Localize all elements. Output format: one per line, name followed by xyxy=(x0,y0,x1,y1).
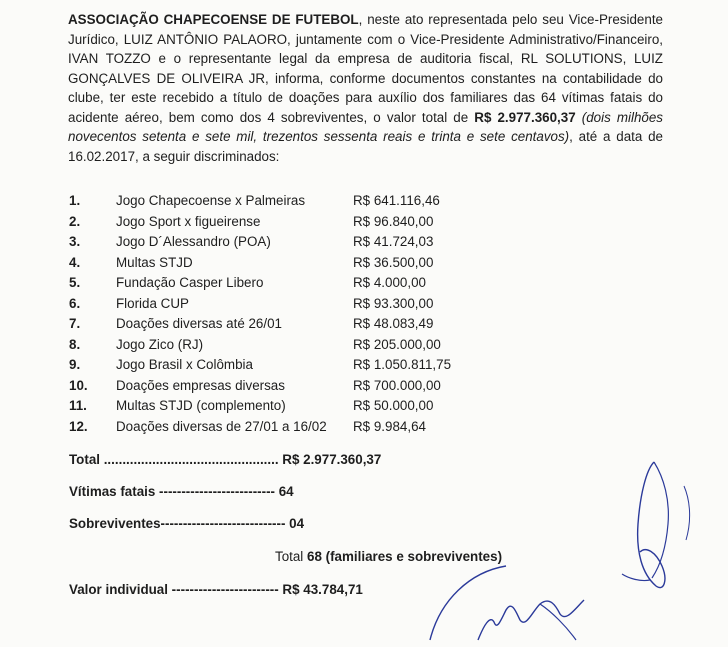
item-description: Fundação Casper Libero xyxy=(116,275,264,290)
item-description: Jogo Sport x figueirense xyxy=(116,213,261,229)
donation-list xyxy=(69,191,489,437)
item-description: Doações diversas até 26/01 xyxy=(116,316,282,331)
grand-total-line xyxy=(275,549,502,564)
victims-line: Vítimas fatais -------------------------- 64 xyxy=(69,484,294,499)
item-value: R$ 96.840,00 xyxy=(353,213,434,229)
list-item xyxy=(69,253,489,274)
intro-paragraph xyxy=(68,10,663,166)
item-number: 9. xyxy=(69,357,81,372)
individual-value-line: Valor individual ------------------------ R$ 43.784,71 xyxy=(69,582,363,597)
intro-text: , neste ato representada pelo seu Vice-Presidente Jurídico, LUIZ ANTÔNIO PALAORO, juntamente com o Vice-Presidente Administrativo/Financeiro, IVAN TOZZO e o representante legal da empresa de auditoria fiscal, RL SOLUTIONS, LUIZ GONÇALVES DE OLIVEIRA JR, informa, conforme documentos constantes na contabilidade do clube, ter este recebido a título de doações para auxílio dos familiares das 64 vítimas fatais do acidente aéreo, bem como dos 4 sobreviventes, o valor total de xyxy=(68,12,663,125)
item-value: R$ 4.000,00 xyxy=(353,275,426,290)
list-item xyxy=(69,376,489,397)
list-item xyxy=(69,355,489,376)
list-item xyxy=(69,191,489,212)
item-value: R$ 700.000,00 xyxy=(353,377,441,393)
grand-total-value: 68 (familiares e sobreviventes) xyxy=(307,549,503,564)
organization-name: ASSOCIAÇÃO CHAPECOENSE DE FUTEBOL xyxy=(68,12,359,27)
item-description: Jogo D´Alessandro (POA) xyxy=(116,234,271,249)
item-value: R$ 48.083,49 xyxy=(353,316,434,331)
item-description: Doações diversas de 27/01 a 16/02 xyxy=(116,418,327,434)
list-item xyxy=(69,335,489,356)
item-number: 5. xyxy=(69,275,81,290)
item-number: 3. xyxy=(69,234,81,249)
item-description: Jogo Brasil x Colômbia xyxy=(116,357,253,372)
item-value: R$ 50.000,00 xyxy=(353,398,434,413)
list-item xyxy=(69,314,489,335)
item-number: 1. xyxy=(69,193,81,208)
item-value: R$ 41.724,03 xyxy=(353,234,434,249)
item-number: 6. xyxy=(69,295,81,311)
item-value: R$ 641.116,46 xyxy=(353,193,440,208)
item-number: 7. xyxy=(69,316,81,331)
intro-text-end: , até a data de 16.02.2017, a seguir discriminados: xyxy=(68,129,663,164)
item-number: 12. xyxy=(69,418,88,434)
list-item xyxy=(69,417,489,438)
list-item xyxy=(69,294,489,315)
list-item xyxy=(69,273,489,294)
item-description: Jogo Zico (RJ) xyxy=(116,336,204,352)
item-number: 4. xyxy=(69,254,81,270)
item-description: Multas STJD (complemento) xyxy=(116,398,286,413)
grand-total-label: Total xyxy=(275,549,308,564)
list-item xyxy=(69,396,489,417)
amount-in-words: (dois milhões novecentos setenta e sete mil, trezentos sessenta reais e trinta e sete centavos) xyxy=(68,109,663,144)
item-description: Jogo Chapecoense x Palmeiras xyxy=(116,193,306,208)
item-value: R$ 36.500,00 xyxy=(353,254,434,270)
item-description: Doações empresas diversas xyxy=(116,377,285,393)
item-number: 10. xyxy=(69,377,88,393)
item-description: Multas STJD xyxy=(116,254,193,270)
total-line: Total ............................................... R$ 2.977.360,37 xyxy=(69,452,382,467)
item-value: R$ 9.984,64 xyxy=(353,418,426,434)
item-number: 2. xyxy=(69,213,81,229)
item-description: Florida CUP xyxy=(116,295,189,311)
item-value: R$ 93.300,00 xyxy=(353,295,434,311)
total-amount: R$ 2.977.360,37 xyxy=(474,109,576,125)
item-number: 8. xyxy=(69,336,81,352)
survivors-line: Sobreviventes---------------------------- 04 xyxy=(69,516,305,531)
item-value: R$ 1.050.811,75 xyxy=(353,357,452,372)
item-value: R$ 205.000,00 xyxy=(353,336,441,352)
list-item xyxy=(69,232,489,253)
item-number: 11. xyxy=(69,398,87,413)
list-item xyxy=(69,212,489,233)
